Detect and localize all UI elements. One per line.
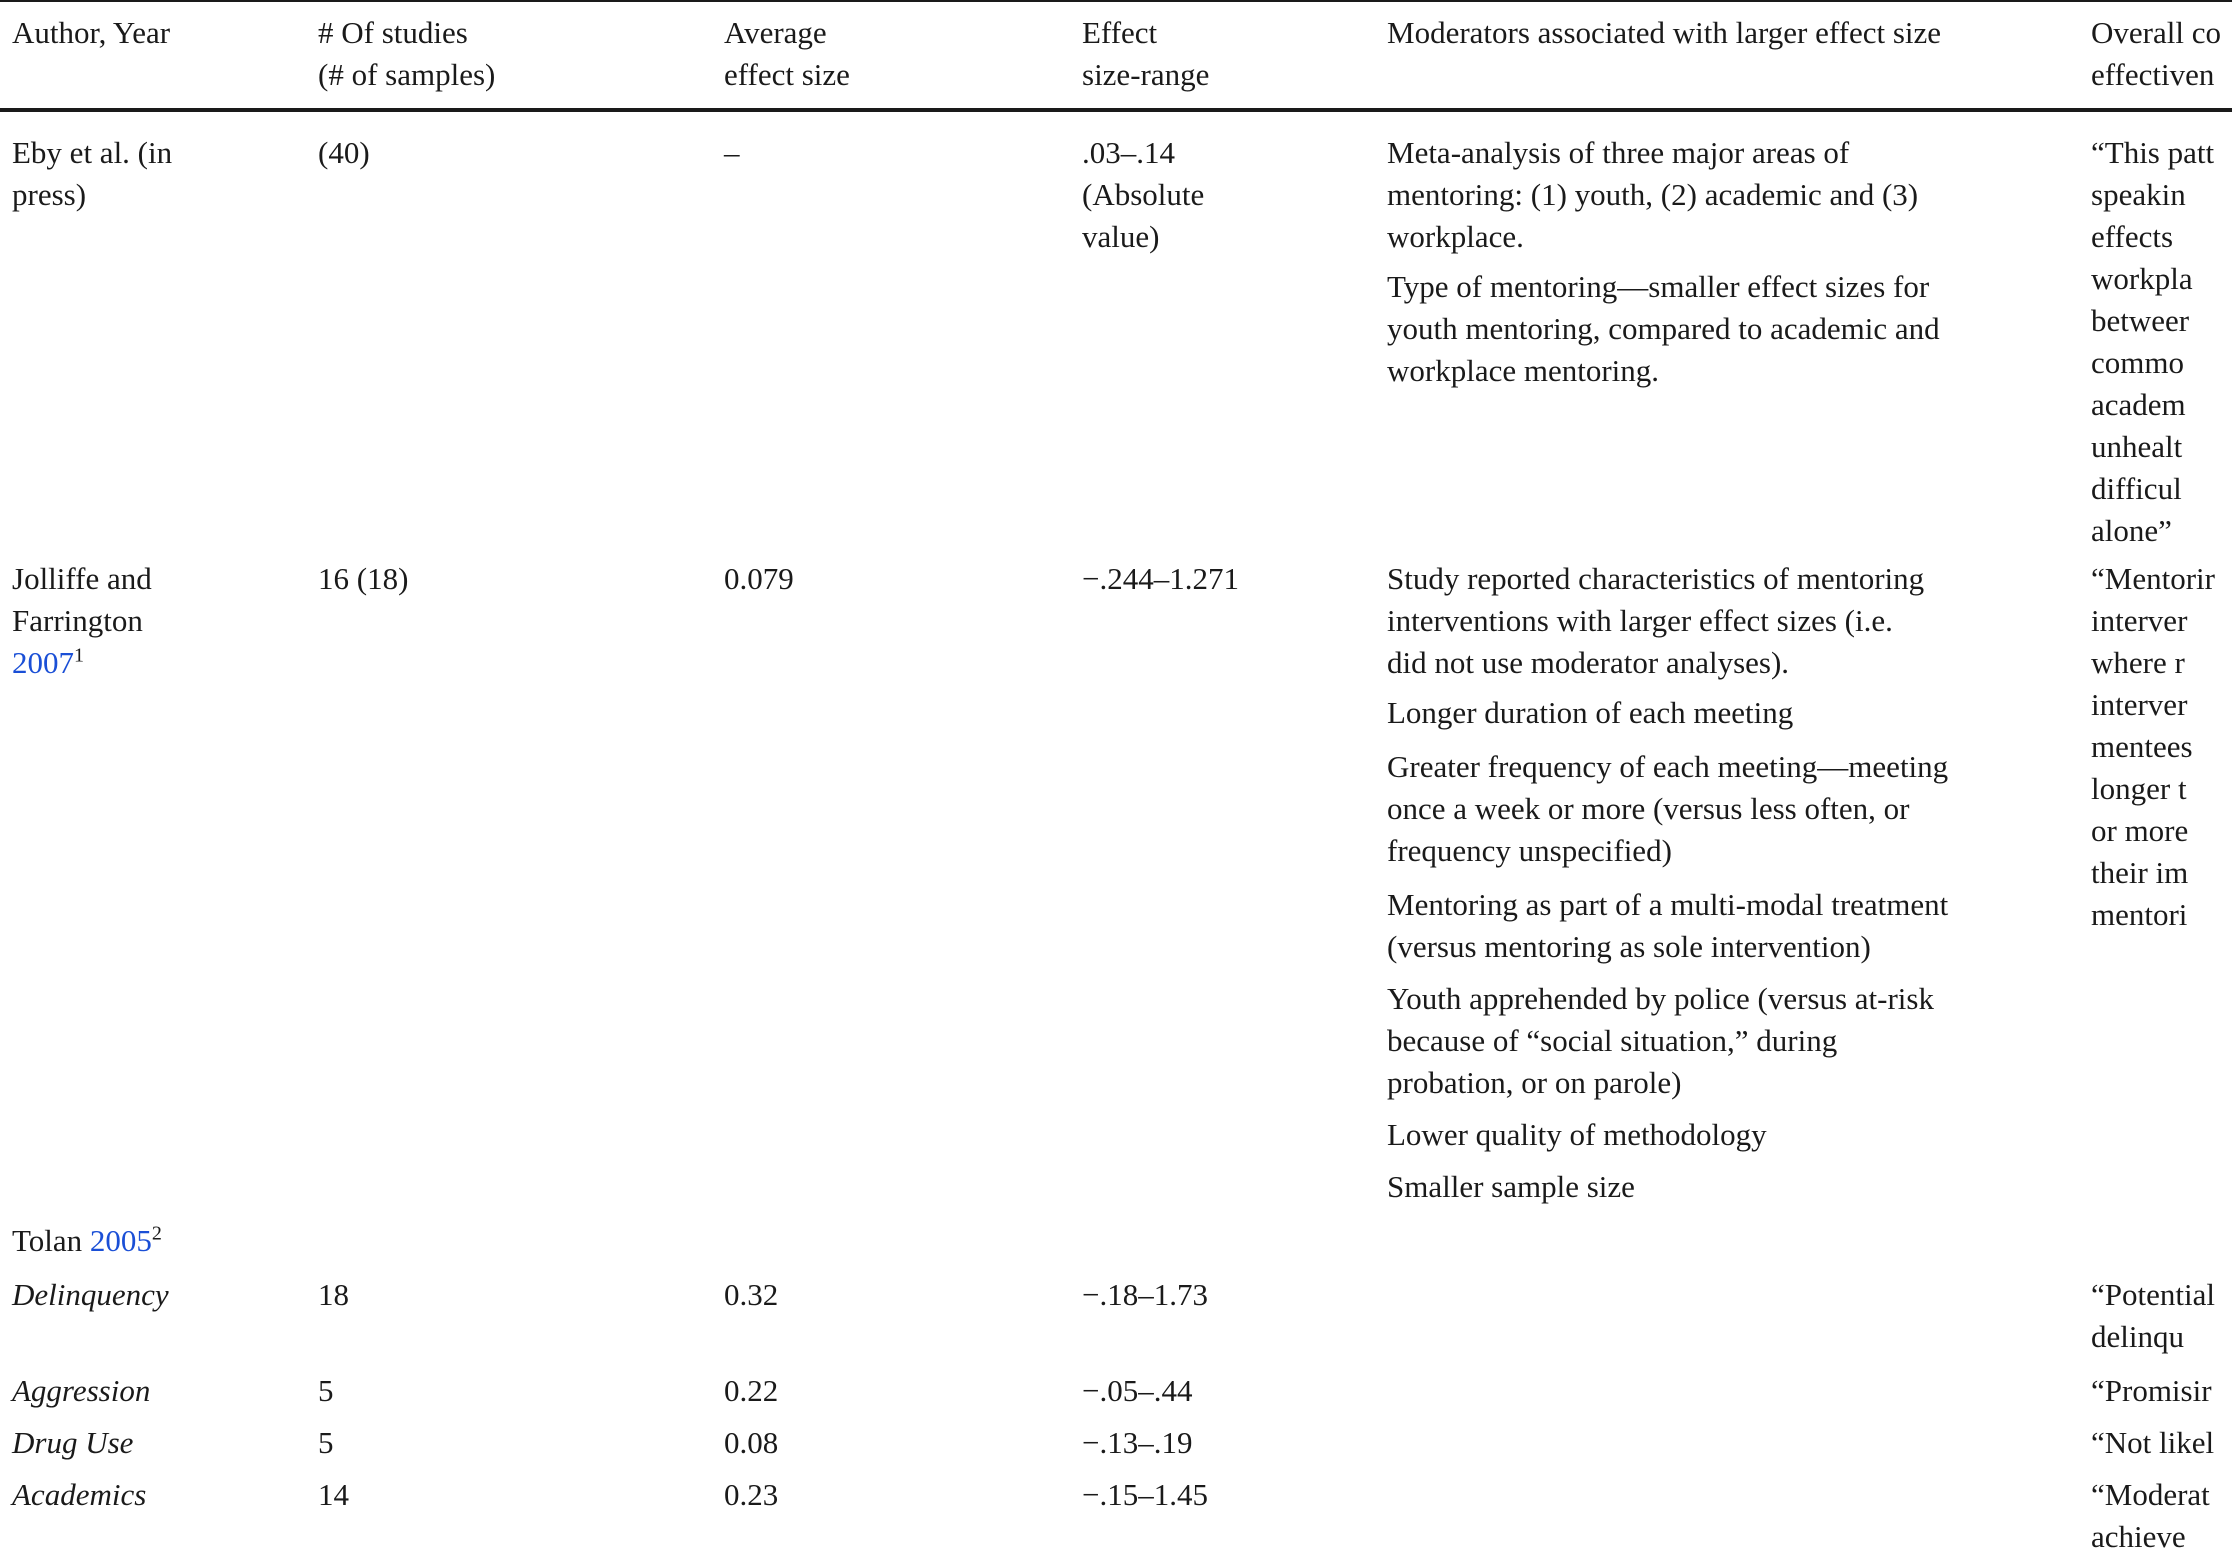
drug-use-average: 0.08	[724, 1425, 779, 1460]
jolliffe-author-line2: Farrington	[12, 603, 143, 638]
jolliffe-moderator-4	[1387, 884, 1948, 968]
eby-mod2-line3: workplace mentoring.	[1387, 353, 1660, 388]
jolliffe-year-link[interactable]: 2007	[12, 645, 74, 680]
header-average-effect	[724, 12, 850, 96]
jolliffe-author	[12, 558, 152, 684]
drug-use-overall: “Not likel	[2091, 1425, 2215, 1460]
eby-range	[1082, 132, 1204, 258]
jolliffe-mod5-line3: probation, or on parole)	[1387, 1065, 1682, 1100]
jolliffe-studies: 16 (18)	[318, 561, 409, 596]
tolan-author-name: Tolan	[12, 1223, 83, 1258]
header-moderators-text: Moderators associated with larger effect size	[1387, 15, 1942, 50]
academics-studies: 14	[318, 1477, 349, 1512]
jolliffe-moderator-5	[1387, 978, 1934, 1104]
header-studies-line2: (# of samples)	[318, 57, 496, 92]
eby-author-line2: press)	[12, 177, 87, 212]
academics-average: 0.23	[724, 1477, 779, 1512]
header-overall	[2091, 12, 2221, 96]
jolliffe-moderator-1	[1387, 558, 1924, 684]
eby-mod1-line3: workplace.	[1387, 219, 1524, 254]
header-moderators	[1387, 12, 1941, 54]
header-studies	[318, 12, 495, 96]
jolliffe-author-line1: Jolliffe and	[12, 561, 152, 596]
academics-overall-line2: achieve	[2091, 1519, 2186, 1554]
delinquency-overall-line2: delinqu	[2091, 1319, 2184, 1354]
delinquency-label: Delinquency	[12, 1277, 169, 1312]
header-author-year-text: Author, Year	[12, 15, 171, 50]
jolliffe-mod1-line3: did not use moderator analyses).	[1387, 645, 1790, 680]
jolliffe-mod4-line1: Mentoring as part of a multi-modal treatment	[1387, 887, 1949, 922]
eby-studies: (40)	[318, 135, 370, 170]
jolliffe-overall-line: interver	[2091, 687, 2188, 722]
eby-moderator-2	[1387, 266, 1940, 392]
delinquency-overall-line1: “Potential	[2091, 1277, 2215, 1312]
jolliffe-overall-line: where r	[2091, 645, 2185, 680]
eby-author-line1: Eby et al. (in	[12, 135, 173, 170]
drug-use-studies: 5	[318, 1425, 334, 1460]
jolliffe-mod1-line2: interventions with larger effect sizes (i.e.	[1387, 603, 1893, 638]
aggression-overall: “Promisir	[2091, 1373, 2212, 1408]
jolliffe-mod1-line1: Study reported characteristics of mentoring	[1387, 561, 1925, 596]
header-overall-line2: effectiven	[2091, 57, 2215, 92]
aggression-label: Aggression	[12, 1373, 151, 1408]
eby-moderator-1	[1387, 132, 1918, 258]
jolliffe-overall-line: their im	[2091, 855, 2189, 890]
jolliffe-overall-line: “Mentorir	[2091, 561, 2215, 596]
eby-author	[12, 132, 172, 216]
eby-mod1-line1: Meta-analysis of three major areas of	[1387, 135, 1850, 170]
eby-mod1-line2: mentoring: (1) youth, (2) academic and (3)	[1387, 177, 1919, 212]
tolan-author	[12, 1220, 162, 1262]
eby-overall-line: difficul	[2091, 471, 2182, 506]
jolliffe-mod3-line2: once a week or more (versus less often, or	[1387, 791, 1910, 826]
header-average-line1: Average	[724, 15, 827, 50]
eby-overall-line: betweer	[2091, 303, 2190, 338]
jolliffe-footnote-marker: 1	[74, 644, 84, 667]
table-top-rule	[0, 0, 2232, 2]
eby-overall-line: academ	[2091, 387, 2186, 422]
jolliffe-moderator-7: Smaller sample size	[1387, 1169, 1635, 1204]
jolliffe-moderator-6: Lower quality of methodology	[1387, 1117, 1767, 1152]
jolliffe-mod4-line2: (versus mentoring as sole intervention)	[1387, 929, 1871, 964]
jolliffe-overall-line: or more	[2091, 813, 2189, 848]
drug-use-range: −.13–.19	[1082, 1425, 1193, 1460]
academics-label: Academics	[12, 1477, 147, 1512]
jolliffe-range: −.244–1.271	[1082, 561, 1239, 596]
header-overall-line1: Overall co	[2091, 15, 2221, 50]
eby-overall-line: effects	[2091, 219, 2174, 254]
eby-overall-line: speakin	[2091, 177, 2186, 212]
aggression-range: −.05–.44	[1082, 1373, 1193, 1408]
eby-overall-line: commo	[2091, 345, 2184, 380]
eby-range-line2: (Absolute	[1082, 177, 1205, 212]
table-header-rule	[0, 108, 2232, 112]
jolliffe-overall-line: mentees	[2091, 729, 2193, 764]
eby-mod2-line1: Type of mentoring—smaller effect sizes for	[1387, 269, 1930, 304]
drug-use-label: Drug Use	[12, 1425, 134, 1460]
academics-overall	[2091, 1474, 2210, 1554]
tolan-year-link[interactable]: 2005	[89, 1223, 152, 1258]
jolliffe-overall-line: interver	[2091, 603, 2188, 638]
jolliffe-overall	[2091, 558, 2215, 936]
header-effect-range	[1082, 12, 1209, 96]
jolliffe-moderator-3	[1387, 746, 1948, 872]
aggression-average: 0.22	[724, 1373, 779, 1408]
delinquency-studies: 18	[318, 1277, 349, 1312]
eby-mod2-line2: youth mentoring, compared to academic and	[1387, 311, 1940, 346]
eby-overall-line: unhealt	[2091, 429, 2183, 464]
eby-overall-line: “This patt	[2091, 135, 2215, 170]
eby-range-line1: .03–.14	[1082, 135, 1175, 170]
jolliffe-mod3-line3: frequency unspecified)	[1387, 833, 1672, 868]
header-range-line1: Effect	[1082, 15, 1158, 50]
jolliffe-mod5-line2: because of “social situation,” during	[1387, 1023, 1838, 1058]
academics-overall-line1: “Moderat	[2091, 1477, 2210, 1512]
academics-range: −.15–1.45	[1082, 1477, 1208, 1512]
delinquency-average: 0.32	[724, 1277, 779, 1312]
tolan-footnote-marker: 2	[151, 1222, 162, 1245]
jolliffe-author-line3	[12, 642, 152, 684]
aggression-studies: 5	[318, 1373, 334, 1408]
header-studies-line1: # Of studies	[318, 15, 468, 50]
eby-overall	[2091, 132, 2214, 552]
jolliffe-mod3-line1: Greater frequency of each meeting—meeting	[1387, 749, 1949, 784]
header-author-year	[12, 12, 170, 54]
jolliffe-mod5-line1: Youth apprehended by police (versus at-risk	[1387, 981, 1934, 1016]
header-range-line2: size-range	[1082, 57, 1210, 92]
jolliffe-overall-line: mentori	[2091, 897, 2188, 932]
eby-average: –	[724, 135, 740, 170]
delinquency-overall	[2091, 1274, 2215, 1358]
jolliffe-moderator-2: Longer duration of each meeting	[1387, 695, 1794, 730]
jolliffe-overall-line: longer t	[2091, 771, 2187, 806]
delinquency-range: −.18–1.73	[1082, 1277, 1208, 1312]
eby-overall-line: alone”	[2091, 513, 2172, 548]
eby-overall-line: workpla	[2091, 261, 2193, 296]
jolliffe-average: 0.079	[724, 561, 794, 596]
header-average-line2: effect size	[724, 57, 850, 92]
eby-range-line3: value)	[1082, 219, 1160, 254]
